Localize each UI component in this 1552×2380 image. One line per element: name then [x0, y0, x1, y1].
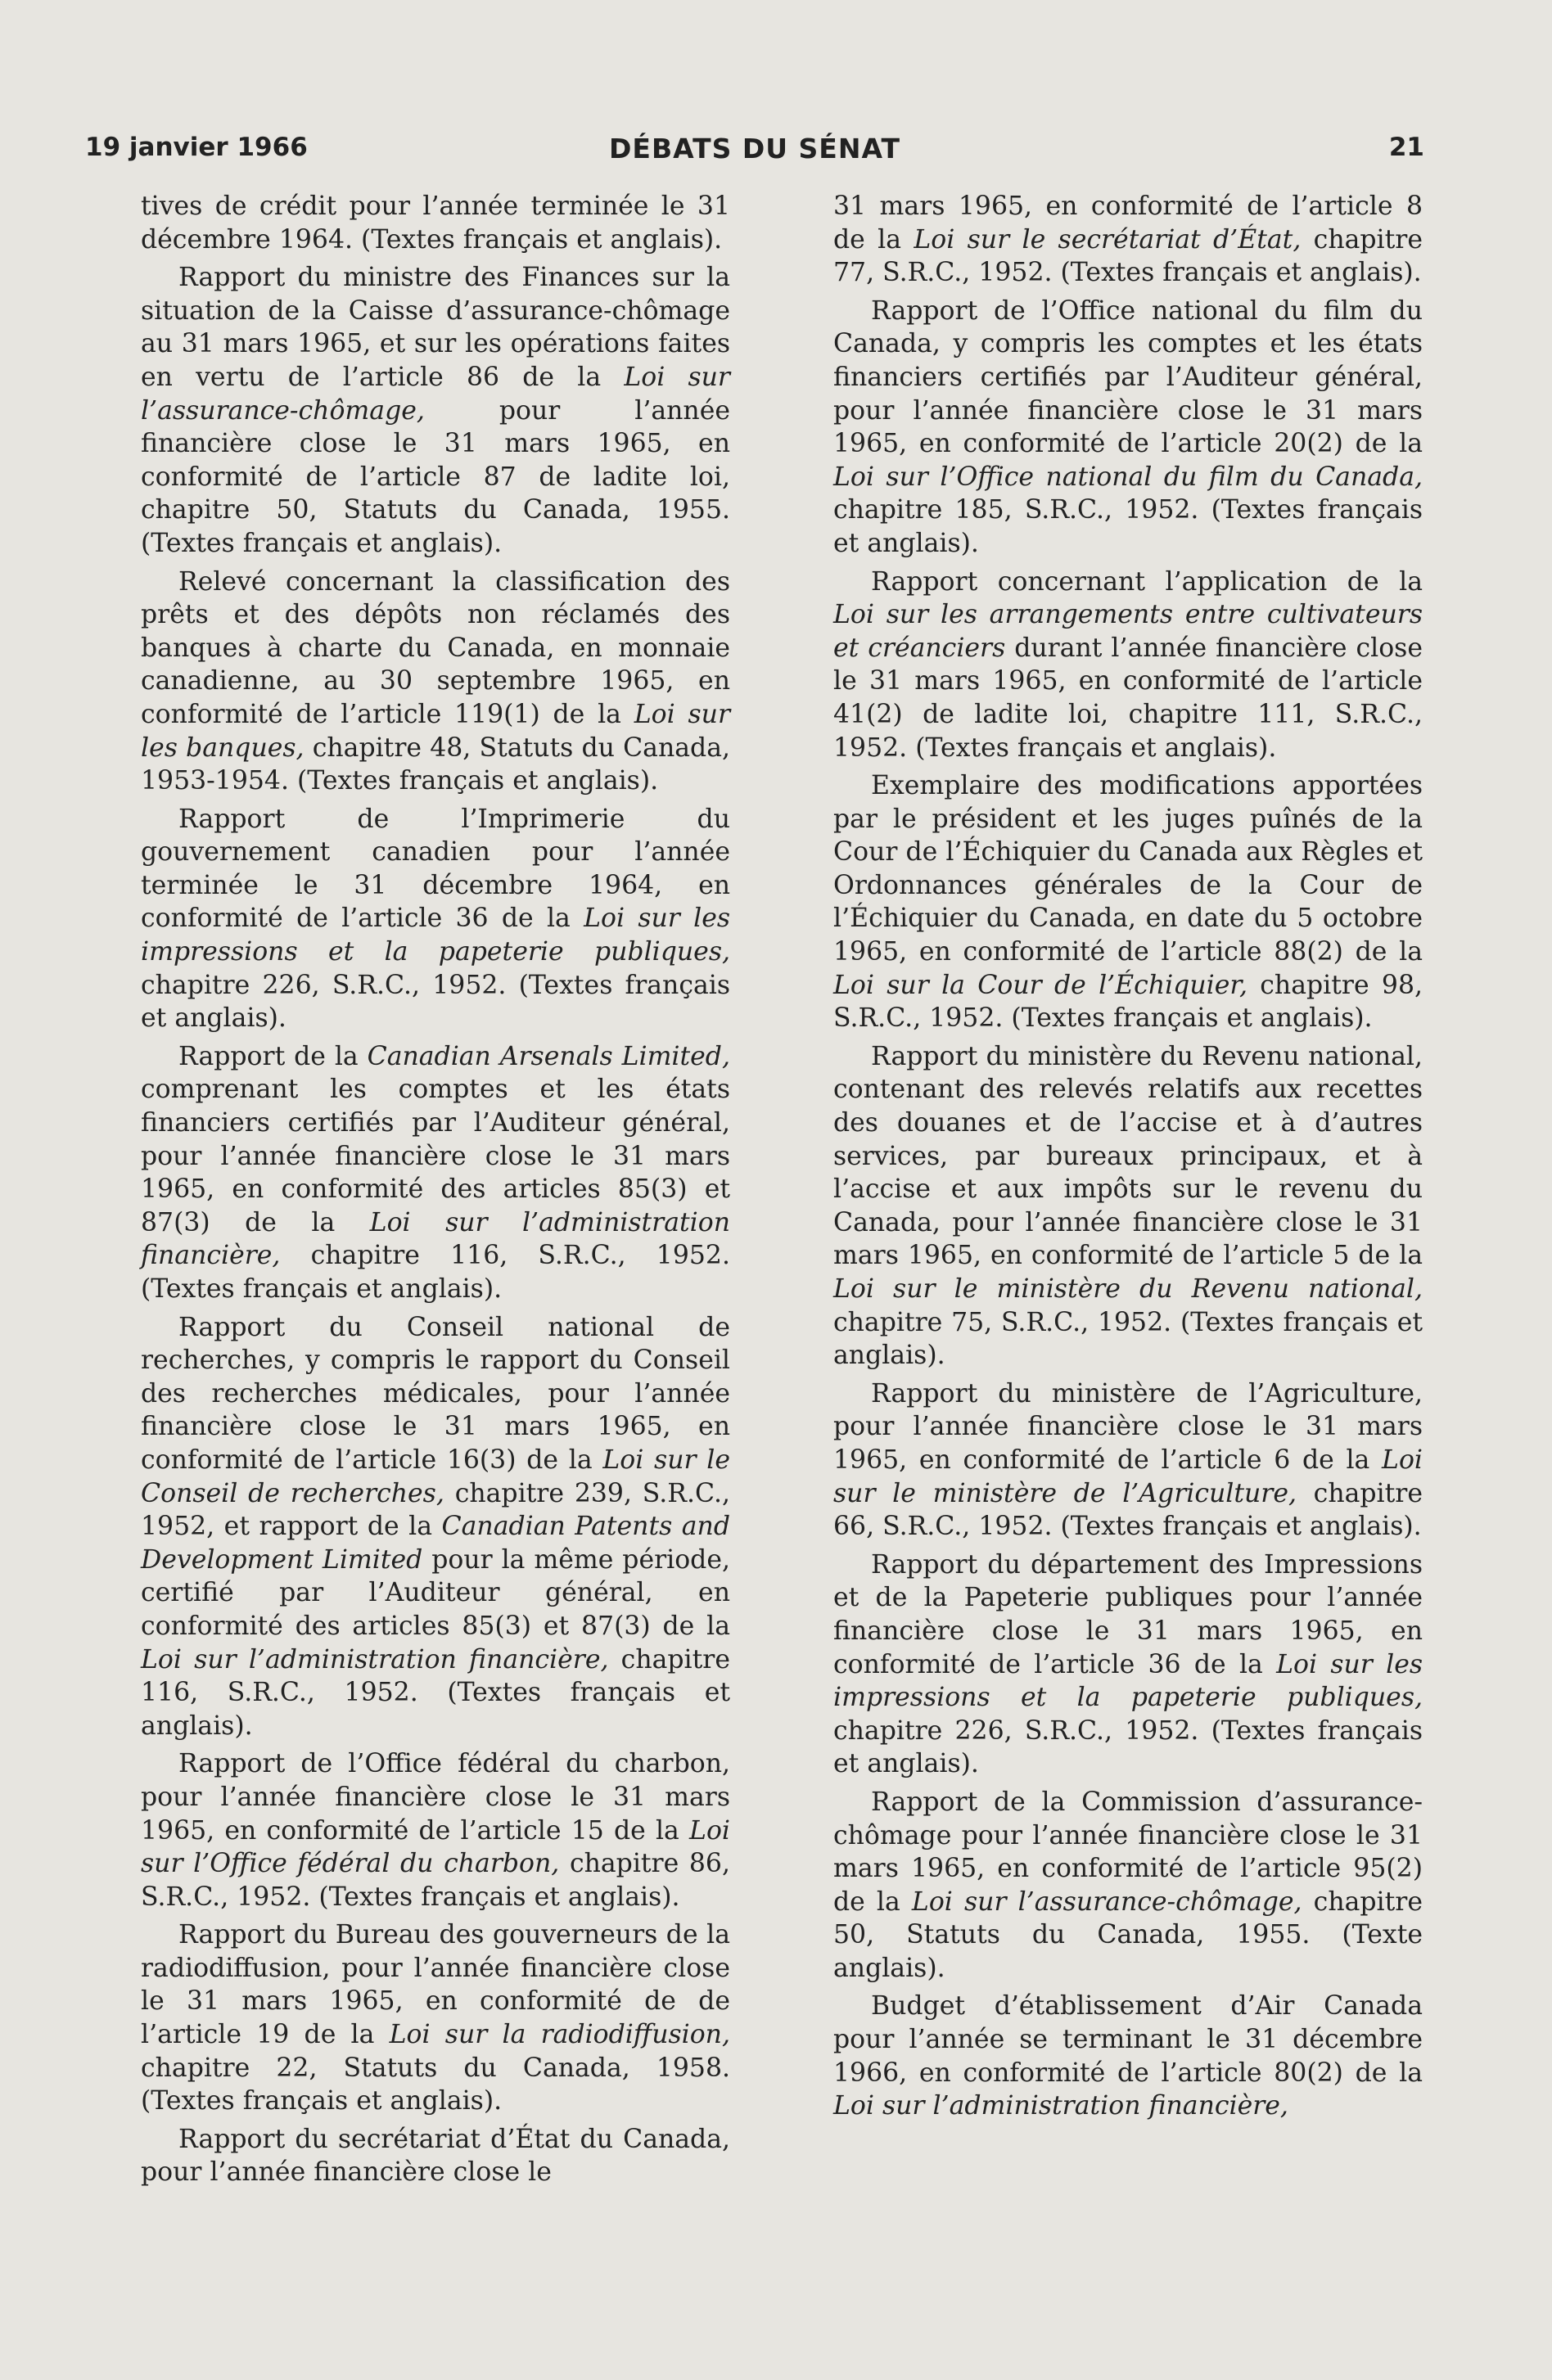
- paragraph-text: Rapport de l’Imprimerie du gouvernement canadien pour l’année terminée le 31 décembre 1964, en conformité de l’article 36 de la: [141, 804, 730, 934]
- paragraph-text: chapitre 226, S.R.C., 1952. (Textes français et anglais).: [141, 970, 730, 1034]
- paragraph: [141, 1747, 730, 1913]
- paragraph-text: chapitre 98, S.R.C., 1952. (Textes français et anglais).: [833, 970, 1423, 1034]
- italic-citation: Loi sur l’administration financière,: [141, 1644, 609, 1675]
- paragraph-text: chapitre 75, S.R.C., 1952. (Textes français et anglais).: [833, 1307, 1423, 1371]
- right-column: [833, 190, 1423, 2128]
- paragraph-text: Rapport du ministère du Revenu national, contenant des relevés relatifs aux recettes des douanes et de l’accise et à d’autres services, par bureaux principaux, et à l’accise et aux impôts sur le revenu du Canada, pour l’année financière close le 31 mars 1965, en conformité de l’article 5 de la: [833, 1041, 1423, 1271]
- paragraph-text: durant l’année financière close le 31 mars 1965, en conformité de l’article 41(2) de ladite loi, chapitre 111, S.R.C., 1952. (Textes français et anglais).: [833, 633, 1423, 763]
- paragraph: [833, 295, 1423, 561]
- paragraph-text: chapitre 66, S.R.C., 1952. (Textes français et anglais).: [833, 1478, 1423, 1542]
- paragraph-text: Exemplaire des modifications apportées par le président et les juges puînés de la Cour de l’Échiquier du Canada aux Règles et Ordonnances générales de la Cour de l’Échiquier du Canada, en date du 5 octobre 1965, en conformité de l’article 88(2) de la: [833, 771, 1423, 967]
- italic-citation: Loi sur l’Office fédéral du charbon,: [141, 1815, 730, 1879]
- paragraph-text: Rapport de la: [178, 1041, 368, 1071]
- italic-citation: Loi sur les impressions et la papeterie publiques,: [833, 1649, 1423, 1713]
- paragraph: [833, 769, 1423, 1035]
- italic-citation: Loi sur la Cour de l’Échiquier,: [833, 970, 1247, 1000]
- paragraph-text: Rapport du secrétariat d’État du Canada, pour l’année financière close le: [141, 2124, 730, 2188]
- italic-citation: Loi sur le ministère de l’Agriculture,: [833, 1445, 1423, 1508]
- paragraph: [833, 1990, 1423, 2122]
- paragraph-text: Rapport du ministère de l’Agriculture, pour l’année financière close le 31 mars 1965, en conformité de l’article 6 de la: [833, 1378, 1423, 1475]
- paragraph-text: Rapport du ministre des Finances sur la situation de la Caisse d’assurance-chômage au 31 mars 1965, et sur les opérations faites en vertu de l’article 86 de la: [141, 263, 730, 392]
- paragraph-text: Rapport du Bureau des gouverneurs de la radiodiffusion, pour l’année financière close le 31 mars 1965, en conformité de de l’article 19 de la: [141, 1920, 730, 2050]
- left-column: [141, 190, 730, 2194]
- paragraph-text: chapitre 239, S.R.C., 1952, et rapport de la: [141, 1478, 731, 1542]
- paragraph-text: Relevé concernant la classification des prêts et des dépôts non réclamés des banques à charte du Canada, en monnaie canadienne, au 30 septembre 1965, en conformité de l’article 119(1) de la: [141, 566, 730, 729]
- italic-citation: Loi sur le ministère du Revenu national,: [833, 1274, 1423, 1304]
- paragraph-text: chapitre 22, Statuts du Canada, 1958. (Textes français et anglais).: [141, 2053, 730, 2116]
- paragraph: [833, 1040, 1423, 1373]
- paragraph: [141, 803, 730, 1035]
- header-title: DÉBATS DU SÉNAT: [609, 133, 900, 165]
- italic-citation: Loi sur l’administration financière,: [833, 2091, 1288, 2121]
- paragraph: [141, 190, 730, 256]
- italic-citation: Loi sur la radiodiffusion,: [389, 2020, 730, 2050]
- paragraph: [141, 1040, 730, 1306]
- paragraph: [833, 566, 1423, 765]
- italic-citation: Loi sur l’assurance-chômage,: [911, 1886, 1302, 1917]
- italic-citation: Loi sur le secrétariat d’État,: [914, 224, 1302, 255]
- italic-citation: Loi sur l’Office national du film du Canada,: [833, 462, 1423, 492]
- header-date: 19 janvier 1966: [85, 133, 308, 162]
- italic-citation: Canadian Arsenals Limited,: [367, 1041, 730, 1071]
- paragraph-text: Rapport du Conseil national de recherches, y compris le rapport du Conseil des recherches médicales, pour l’année financière close le 31 mars 1965, en conformité de l’article 16(3) de la: [141, 1312, 730, 1475]
- italic-citation: Loi sur l’assurance-chômage,: [141, 362, 730, 426]
- italic-citation: Loi sur les impressions et la papeterie publiques,: [141, 904, 731, 967]
- paragraph: [833, 1786, 1423, 1986]
- paragraph-text: chapitre 48, Statuts du Canada, 1953-1954. (Textes français et anglais).: [141, 732, 730, 796]
- paragraph-text: chapitre 50, Statuts du Canada, 1955. (Texte anglais).: [833, 1886, 1423, 1983]
- paragraph: [141, 2123, 730, 2189]
- paragraph-text: tives de crédit pour l’année terminée le 31 décembre 1964. (Textes français et anglais).: [141, 192, 730, 255]
- paragraph: [141, 261, 730, 560]
- paragraph-text: Budget d’établissement d’Air Canada pour l’année se terminant le 31 décembre 1966, en conformité de l’article 80(2) de la: [833, 1991, 1423, 2088]
- italic-citation: Loi sur les arrangements entre cultivateurs et créanciers: [833, 600, 1423, 663]
- paragraph-text: Rapport de la Commission d’assurance-chômage pour l’année financière close le 31 mars 1965, en conformité de l’article 95(2) de la: [833, 1787, 1423, 1917]
- page-number: 21: [1388, 133, 1424, 162]
- paragraph: [833, 1548, 1423, 1781]
- paragraph-text: Rapport du département des Impressions et de la Papeterie publiques pour l’année financière close le 31 mars 1965, en conformité de l’article 36 de la: [833, 1549, 1423, 1679]
- paragraph-text: chapitre 86, S.R.C., 1952. (Textes français et anglais).: [141, 1849, 730, 1912]
- italic-citation: Loi sur les banques,: [141, 699, 731, 763]
- page-header: [85, 133, 1424, 165]
- paragraph-text: Rapport de l’Office national du film du Canada, y compris les comptes et les états financiers certifiés par l’Auditeur général, pour l’année financière close le 31 mars 1965, en conformité de l’article 20(2) de la: [833, 295, 1423, 459]
- paragraph-text: comprenant les comptes et les états financiers certifiés par l’Auditeur général, pour l’année financière close le 31 mars 1965, en conformité des articles 85(3) et 87(3) de la: [141, 1075, 730, 1237]
- italic-citation: Canadian Patents and Development Limited: [141, 1512, 731, 1575]
- paragraph: [141, 566, 730, 798]
- paragraph-text: pour l’année financière close le 31 mars 1965, en conformité de l’article 87 de ladite loi, chapitre 50, Statuts du Canada, 1955. (Textes français et anglais).: [141, 395, 730, 558]
- paragraph-text: Rapport concernant l’application de la: [871, 566, 1423, 597]
- paragraph: [141, 1918, 730, 2118]
- paragraph-text: chapitre 116, S.R.C., 1952. (Textes français et anglais).: [141, 1644, 730, 1741]
- paragraph-text: chapitre 185, S.R.C., 1952. (Textes français et anglais).: [833, 495, 1423, 558]
- italic-citation: Loi sur l’administration financière,: [141, 1207, 730, 1271]
- paragraph: [833, 1377, 1423, 1544]
- paragraph-text: Rapport de l’Office fédéral du charbon, pour l’année financière close le 31 mars 1965, en conformité de l’article 15 de la: [141, 1749, 730, 1846]
- italic-citation: Loi sur le Conseil de recherches,: [141, 1445, 730, 1508]
- paragraph: [833, 190, 1423, 290]
- paragraph-text: pour la même période, certifié par l’Auditeur général, en conformité des articles 85(3) et 87(3) de la: [141, 1544, 730, 1641]
- paragraph-text: 31 mars 1965, en conformité de l’article 8 de la: [833, 192, 1423, 255]
- paragraph-text: chapitre 77, S.R.C., 1952. (Textes français et anglais).: [833, 224, 1423, 288]
- paragraph-text: chapitre 116, S.R.C., 1952. (Textes français et anglais).: [141, 1241, 730, 1304]
- paragraph-text: chapitre 226, S.R.C., 1952. (Textes français et anglais).: [833, 1715, 1423, 1779]
- paragraph: [141, 1311, 730, 1743]
